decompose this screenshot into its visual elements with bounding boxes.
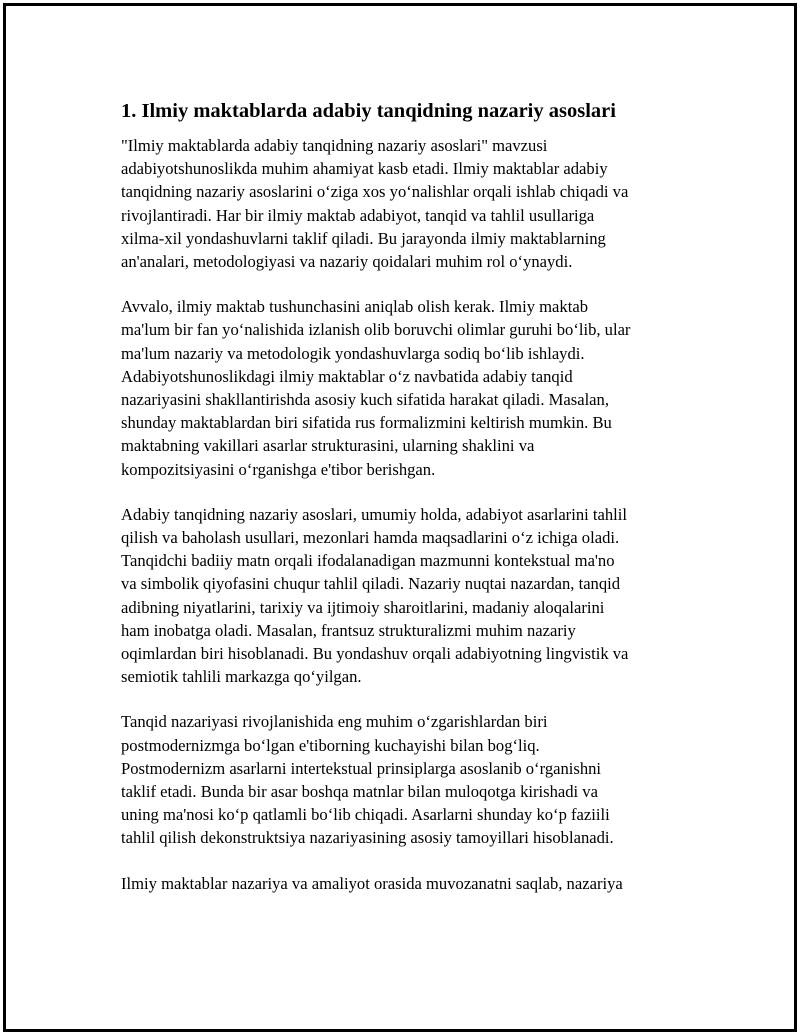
text-line: tahlil qilish dekonstruktsiya nazariyasining asosiy tamoyillari hisoblanadi. xyxy=(121,828,614,848)
text-line: an'analari, metodologiyasi va nazariy qoidalari muhim rol o‘ynaydi. xyxy=(121,252,573,272)
section-heading: 1. Ilmiy maktablarda adabiy tanqidning nazariy asoslari xyxy=(121,100,616,122)
text-line: qilish va baholash usullari, mezonlari hamda maqsadlarini o‘z ichiga oladi. xyxy=(121,528,620,548)
text-line: ham inobatga oladi. Masalan, frantsuz strukturalizmi muhim nazariy xyxy=(121,620,576,640)
paragraph-5 xyxy=(121,872,696,895)
text-line: adabiyotshunoslikda muhim ahamiyat kasb etadi. Ilmiy maktablar adabiy xyxy=(121,159,608,179)
text-line: uning ma'nosi ko‘p qatlamli bo‘lib chiqadi. Asarlarni shunday ko‘p faziili xyxy=(121,805,610,825)
text-line: kompozitsiyasini o‘rganishga e'tibor berishgan. xyxy=(121,459,436,479)
text-line: Tanqid nazariyasi rivojlanishida eng muhim o‘zgarishlardan biri xyxy=(121,712,548,732)
paragraph-4 xyxy=(121,710,696,849)
text-line: ma'lum bir fan yo‘nalishida izlanish olib boruvchi olimlar guruhi bo‘lib, ular xyxy=(121,320,631,340)
text-line: adibning niyatlarini, tarixiy va ijtimoiy sharoitlarini, madaniy aloqalarini xyxy=(121,597,605,617)
text-line: Adabiy tanqidning nazariy asoslari, umumiy holda, adabiyot asarlarini tahlil xyxy=(121,504,627,524)
text-line: Ilmiy maktablar nazariya va amaliyot orasida muvozanatni saqlab, nazariya xyxy=(121,873,623,893)
paragraph-3 xyxy=(121,503,696,689)
text-line: xilma-xil yondashuvlarni taklif qiladi. Bu jarayonda ilmiy maktablarning xyxy=(121,228,606,248)
text-line: Tanqidchi badiiy matn orqali ifodalanadigan mazmunni kontekstual ma'no xyxy=(121,551,615,571)
text-line: shunday maktablardan biri sifatida rus formalizmini keltirish mumkin. Bu xyxy=(121,413,612,433)
text-line: nazariyasini shakllantirishda asosiy kuch sifatida harakat qiladi. Masalan, xyxy=(121,390,609,410)
paragraph-1 xyxy=(121,134,696,273)
text-line: va simbolik qiyofasini chuqur tahlil qiladi. Nazariy nuqtai nazardan, tanqid xyxy=(121,574,621,594)
text-line: postmodernizmga bo‘lgan e'tiborning kuchayishi bilan bog‘liq. xyxy=(121,735,540,755)
page-frame xyxy=(3,3,797,1032)
text-line: tanqidning nazariy asoslarini o‘ziga xos yo‘nalishlar orqali ishlab chiqadi va xyxy=(121,182,629,202)
text-line: taklif etadi. Bunda bir asar boshqa matnlar bilan muloqotga kirishadi va xyxy=(121,782,598,802)
text-line: rivojlantiradi. Har bir ilmiy maktab adabiyot, tanqid va tahlil usullariga xyxy=(121,205,595,225)
text-line: Avvalo, ilmiy maktab tushunchasini aniqlab olish kerak. Ilmiy maktab xyxy=(121,297,588,317)
text-line: maktabning vakillari asarlar strukturasini, ularning shaklini va xyxy=(121,436,535,456)
text-line: Adabiyotshunoslikdagi ilmiy maktablar o‘z navbatida adabiy tanqid xyxy=(121,366,573,386)
text-line: "Ilmiy maktablarda adabiy tanqidning nazariy asoslari" mavzusi xyxy=(121,136,548,155)
text-line: oqimlardan biri hisoblanadi. Bu yondashuv orqali adabiyotning lingvistik va xyxy=(121,644,629,664)
paragraph-2 xyxy=(121,295,696,481)
text-line: ma'lum nazariy va metodologik yondashuvlarga sodiq bo‘lib ishlaydi. xyxy=(121,343,585,363)
text-line: semiotik tahlili markazga qo‘yilgan. xyxy=(121,667,362,687)
text-line: Postmodernizm asarlarni intertekstual prinsiplarga asoslanib o‘rganishni xyxy=(121,758,602,778)
document-body xyxy=(121,98,696,917)
